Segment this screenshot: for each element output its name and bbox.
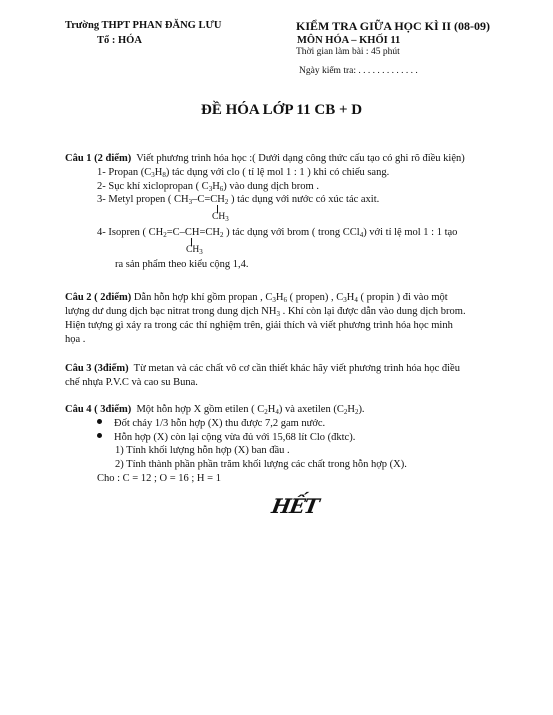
methyl-group: $CH_3$ xyxy=(212,212,229,223)
subject-grade: MÔN HÓA – KHỐI 11 xyxy=(297,35,401,46)
question-2-line-2: lượng dư dung dịch bạc nitrat trong dung dịch $NH_3$ . Khí còn lại được dẫn vào dung dịch brom. xyxy=(65,306,466,318)
question-1-item-4: 4- Isopren ( $CH_2=C-CH=CH_2$ ) tác dụng với brom ( trong CCl$_4$) với tỉ lệ mol 1 : 1 tạo xyxy=(97,227,458,239)
methyl-group: $CH_3$ xyxy=(186,245,203,256)
question-3-line-1: Câu 3 (3điểm) Từ metan và các chất vô cơ cần thiết khác hãy viết phương trình hóa học điều xyxy=(65,363,460,374)
question-4-line-1: Câu 4 ( 3điểm) Một hỗn hợp X gồm etilen ( $C_2H_4$) và axetilen $(C_2H_2)$. xyxy=(65,404,365,416)
question-4-sub-2: 2) Tính thành phần phần trăm khối lượng các chất trong hỗn hợp (X). xyxy=(115,459,407,470)
question-4-sub-1: 1) Tính khối lượng hỗn hợp (X) ban đầu . xyxy=(115,445,290,456)
end-mark: HẾT xyxy=(269,494,321,518)
question-1-item-3: 3- Metyl propen ( $CH_3-C=CH_2$ ) tác dụng với nước có xúc tác axit. xyxy=(97,194,380,206)
question-1-heading xyxy=(65,152,465,166)
bullet-icon xyxy=(97,419,102,424)
question-3-label: Câu 3 (3điểm) xyxy=(65,363,129,374)
question-2-line-3: Hiện tượng gì xảy ra trong các thí nghiệm trên, giải thích và viết phương trình hóa học minh xyxy=(65,320,453,331)
question-4-bullet-2: Hỗn hợp (X) còn lại cộng vừa đủ với 15,68 lít Clo (đktc). xyxy=(97,431,355,445)
atomic-masses: Cho : C = 12 ; O = 16 ; H = 1 xyxy=(97,473,221,484)
question-1-item-1: 1- Propan $(C_3H_8)$ tác dụng với clo ( tỉ lệ mol 1 : 1 ) khi có chiếu sang. xyxy=(97,167,390,179)
school-name: Trường THPT PHAN ĐĂNG LƯU xyxy=(65,20,222,31)
page-title: ĐỀ HÓA LỚP 11 CB + D xyxy=(201,102,363,118)
question-2-line-4: họa . xyxy=(65,334,86,345)
duration: Thời gian làm bài : 45 phút xyxy=(296,47,400,57)
department: Tổ : HÓA xyxy=(97,35,142,46)
question-1-item-2: 2- Sục khí xiclopropan ( $C_3H_6$) vào dung dịch brom . xyxy=(97,181,319,193)
exam-title: KIỂM TRA GIỮA HỌC KÌ II (08-09) xyxy=(296,19,491,33)
question-4-bullet-1: Đốt cháy 1/3 hỗn hợp (X) thu được 7,2 gam nước. xyxy=(97,417,325,431)
question-4-label: Câu 4 ( 3điểm) xyxy=(65,404,132,415)
question-2-label: Câu 2 ( 2điểm) xyxy=(65,292,132,303)
exam-date: Ngày kiểm tra: . . . . . . . . . . . . . xyxy=(299,66,418,76)
question-1-item-4-cont: ra sản phẩm theo kiểu cộng 1,4. xyxy=(115,259,249,270)
question-2-line-1: Câu 2 ( 2điểm) Dẫn hỗn hợp khí gồm propan , $C_3H_6$ ( propen) , $C_3H_4$ ( propin ) đi vào một xyxy=(65,292,448,304)
bullet-icon xyxy=(97,433,102,438)
question-1-text: Viết phương trình hóa học :( Dưới dạng công thức cấu tạo có ghi rõ điều kiện) xyxy=(136,153,465,164)
question-3-line-2: chế nhựa P.V.C và cao su Buna. xyxy=(65,377,198,388)
question-1-label: Câu 1 (2 điểm) xyxy=(65,153,132,164)
